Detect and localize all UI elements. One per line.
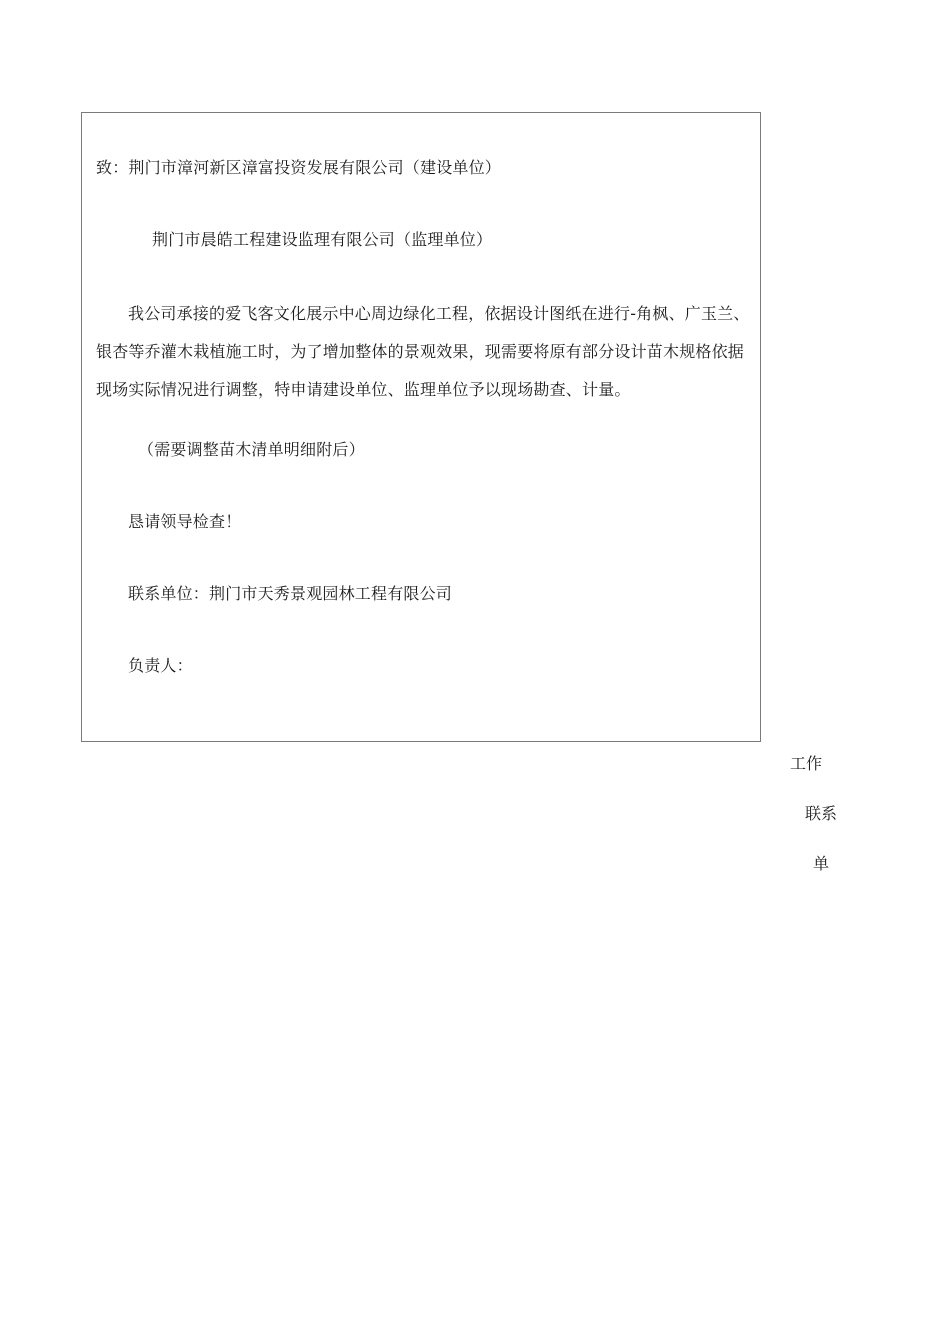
supervisor-line: 荆门市晨皓工程建设监理有限公司（监理单位） bbox=[152, 230, 493, 249]
side-title-part-1: 工作 bbox=[790, 754, 823, 773]
recipient-line: 致：荆门市漳河新区漳富投资发展有限公司（建设单位） bbox=[96, 158, 502, 177]
letter-frame bbox=[81, 112, 761, 742]
body-paragraph: 我公司承接的爱飞客文化展示中心周边绿化工程，依据设计图纸在进行-角枫、广玉兰、银杏等乔灌木栽植施工时，为了增加整体的景观效果，现需要将原有部分设计苗木规格依据现场实际情况进行调整，特申请建设单位、监理单位予以现场勘查、计量。 bbox=[96, 304, 750, 399]
side-title-part-3: 单 bbox=[813, 854, 830, 873]
responsible-person-line: 负责人： bbox=[128, 656, 193, 675]
attachment-note: （需要调整苗木清单明细附后） bbox=[138, 440, 365, 459]
side-title-part-2: 联系 bbox=[805, 804, 838, 823]
request-line: 恳请领导检查！ bbox=[128, 512, 242, 531]
contact-unit-line: 联系单位：荆门市天秀景观园林工程有限公司 bbox=[128, 584, 453, 603]
